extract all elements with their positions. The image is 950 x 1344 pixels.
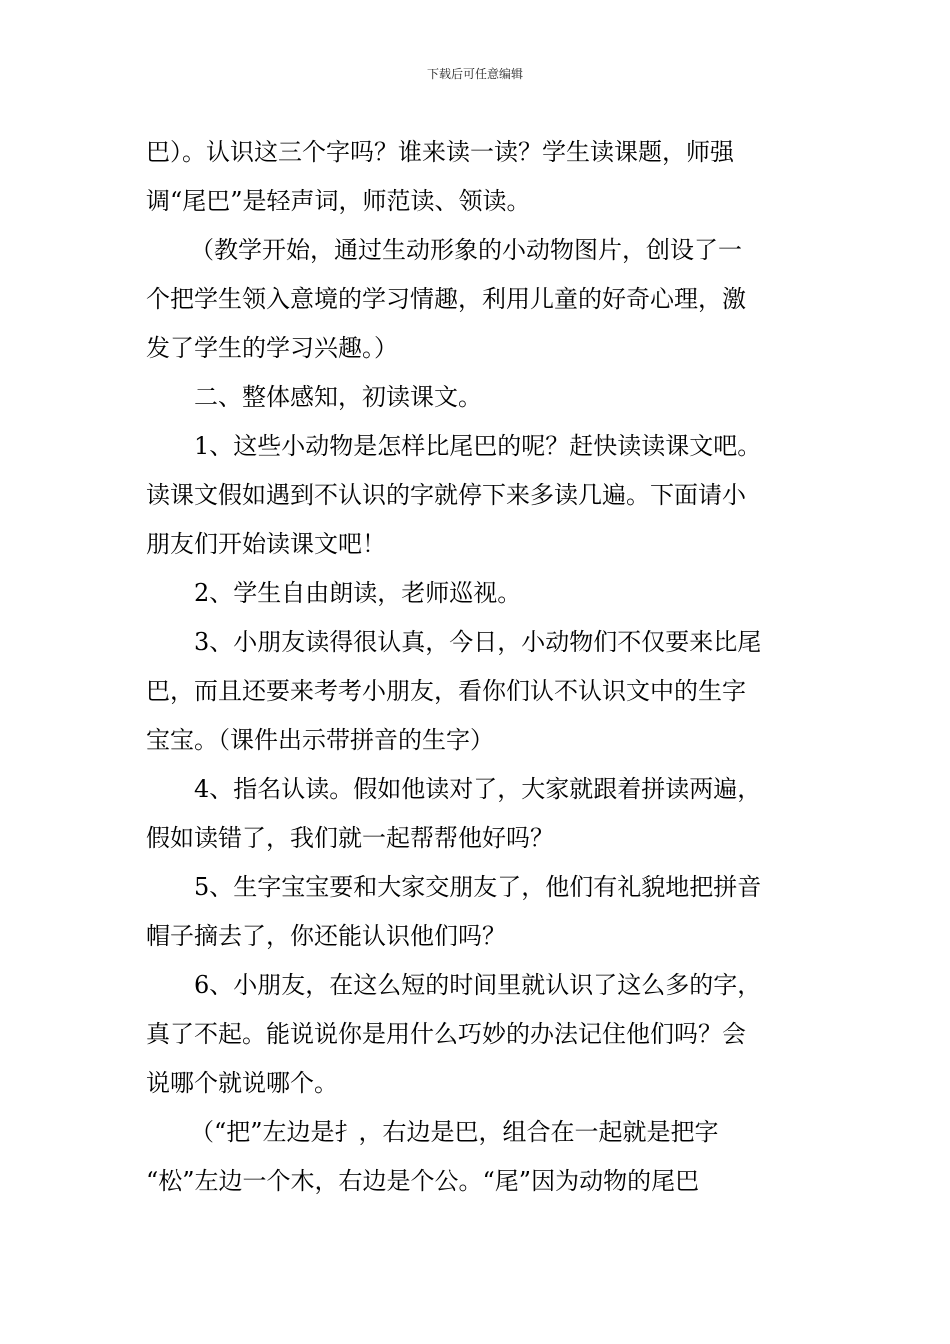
section-heading: 二、整体感知，初读课文。 [194,383,482,411]
text-line: 帽子摘去了，你还能认识他们吗？ [146,922,506,950]
text-line: 说哪个就说哪个。 [146,1069,338,1097]
text-line: “松”左边一个木，右边是个公。“尾”因为动物的尾巴 [146,1167,700,1195]
text-line: 5、生字宝宝要和大家交朋友了，他们有礼貌地把拼音 [194,873,762,901]
text-line: 4、指名认读。假如他读对了，大家就跟着拼读两遍， [194,775,762,803]
text-line: 真了不起。能说说你是用什么巧妙的办法记住他们吗？会 [146,1020,746,1048]
text-line: 巴，而且还要来考考小朋友，看你们认不认识文中的生字 [146,677,746,705]
text-line: （“把”左边是扌，右边是巴，组合在一起就是把字 [190,1118,719,1146]
text-line: 2、学生自由朗读，老师巡视。 [194,579,522,607]
page-header: 下载后可任意编辑 [426,67,523,81]
text-line: 3、小朋友读得很认真，今日，小动物们不仅要来比尾 [194,628,762,656]
text-line: 读课文假如遇到不认识的字就停下来多读几遍。下面请小 [146,481,746,509]
text-line: 1、这些小动物是怎样比尾巴的呢？赶快读读课文吧。 [194,432,762,460]
document-body [146,128,810,1206]
text-line: 假如读错了，我们就一起帮帮他好吗？ [146,824,554,852]
text-line: 调“尾巴”是轻声词，师范读、领读。 [146,187,531,215]
text-line: 朋友们开始读课文吧！ [146,530,386,558]
text-line: （教学开始，通过生动形象的小动物图片，创设了一 [190,236,742,264]
text-line: 宝宝。（课件出示带拼音的生字） [146,726,494,754]
text-line: 个把学生领入意境的学习情趣，利用儿童的好奇心理，激 [146,285,746,313]
text-line: 巴）。认识这三个字吗？谁来读一读？学生读课题，师强 [146,138,734,166]
text-line: 6、小朋友，在这么短的时间里就认识了这么多的字， [194,971,762,999]
text-line: 发了学生的学习兴趣。） [146,334,398,362]
